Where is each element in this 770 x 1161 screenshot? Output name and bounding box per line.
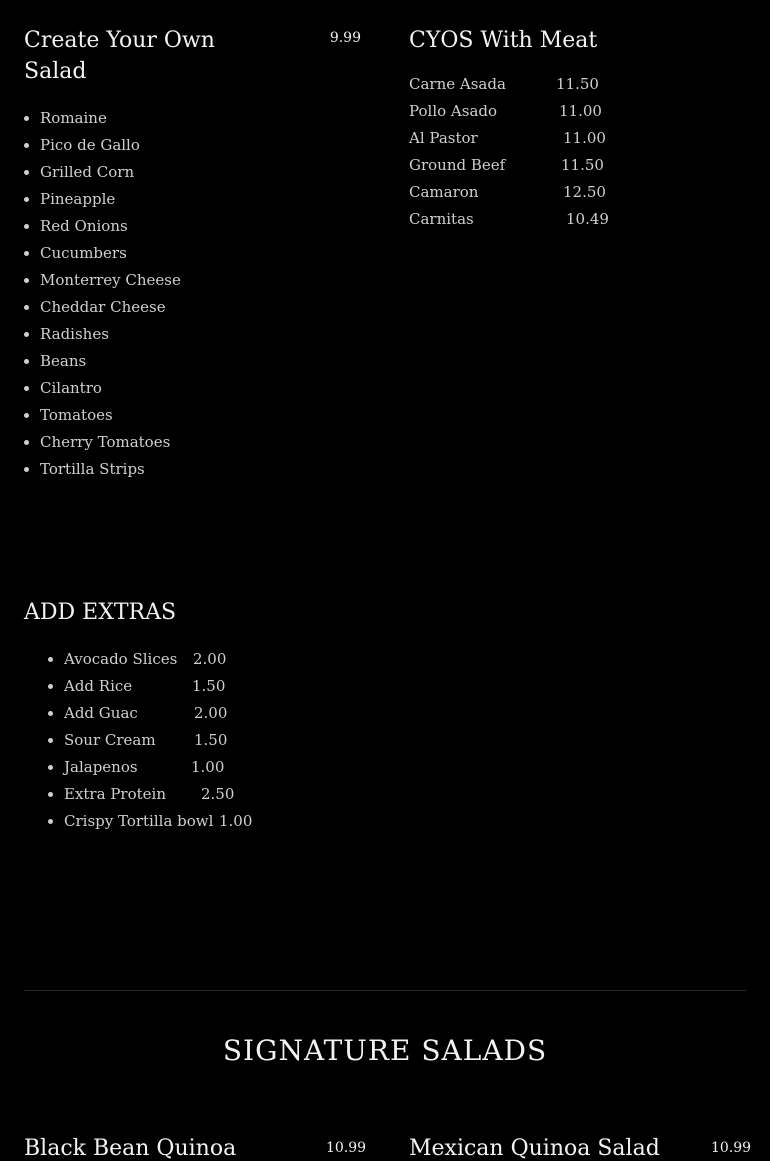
list-item <box>0 159 364 186</box>
list-item <box>409 179 749 206</box>
list-item <box>409 206 749 233</box>
list-item <box>409 71 749 98</box>
list-item <box>0 808 360 835</box>
bullet-icon <box>24 143 29 148</box>
extra-name: Add Guac <box>64 704 138 722</box>
bullet-icon <box>48 819 53 824</box>
signature-title: SIGNATURE SALADS <box>222 1034 548 1067</box>
topping-label: Cheddar Cheese <box>40 298 166 316</box>
extra-price: 1.50 <box>194 731 228 749</box>
topping-label: Radishes <box>40 325 109 343</box>
list-item <box>0 754 360 781</box>
cyos-meat-list <box>409 71 749 233</box>
bullet-icon <box>24 197 29 202</box>
extra-name: Jalapenos <box>64 758 138 776</box>
bullet-icon <box>48 765 53 770</box>
topping-label: Romaine <box>40 109 107 127</box>
list-item <box>0 132 364 159</box>
extra-price: 2.50 <box>201 785 235 803</box>
list-item <box>0 456 364 483</box>
topping-label: Grilled Corn <box>40 163 135 181</box>
bullet-icon <box>24 332 29 337</box>
meat-name: Camaron <box>409 183 479 201</box>
list-item <box>409 125 749 152</box>
bullet-icon <box>48 738 53 743</box>
bullet-icon <box>24 413 29 418</box>
meat-price: 12.50 <box>563 183 606 201</box>
topping-label: Monterrey Cheese <box>40 271 181 289</box>
signature-item-name: Black Bean Quinoa <box>24 1136 237 1161</box>
section-divider <box>24 990 746 991</box>
bullet-icon <box>24 278 29 283</box>
bullet-icon <box>48 684 53 689</box>
bullet-icon <box>24 440 29 445</box>
bullet-icon <box>48 711 53 716</box>
topping-label: Cucumbers <box>40 244 127 262</box>
bullet-icon <box>24 359 29 364</box>
signature-item-name: Mexican Quinoa Salad <box>409 1136 660 1161</box>
topping-label: Pineapple <box>40 190 116 208</box>
topping-label: Cilantro <box>40 379 102 397</box>
topping-label: Cherry Tomatoes <box>40 433 171 451</box>
list-item <box>0 700 360 727</box>
meat-name: Pollo Asado <box>409 102 498 120</box>
list-item <box>0 267 364 294</box>
bullet-icon <box>24 170 29 175</box>
list-item <box>0 375 364 402</box>
list-item <box>0 348 364 375</box>
list-item <box>0 321 364 348</box>
extra-name: Add Rice <box>64 677 133 695</box>
extra-price: 1.00 <box>219 812 253 830</box>
topping-label: Red Onions <box>40 217 128 235</box>
extra-name: Crispy Tortilla bowl <box>64 812 214 830</box>
meat-name: Carnitas <box>409 210 474 228</box>
bullet-icon <box>24 116 29 121</box>
topping-label: Pico de Gallo <box>40 136 140 154</box>
extra-price: 2.00 <box>193 650 227 668</box>
list-item <box>409 152 749 179</box>
signature-item-price: 10.99 <box>326 1140 367 1156</box>
list-item <box>0 727 360 754</box>
list-item <box>0 781 360 808</box>
meat-price: 11.50 <box>561 156 604 174</box>
list-item <box>0 673 360 700</box>
cyos-meat-title: CYOS With Meat <box>409 28 598 53</box>
meat-name: Al Pastor <box>409 129 478 147</box>
extra-name: Extra Protein <box>64 785 166 803</box>
extras-section <box>24 597 364 628</box>
extras-title: ADD EXTRAS <box>24 600 177 625</box>
list-item <box>0 402 364 429</box>
bullet-icon <box>48 792 53 797</box>
list-item <box>0 429 364 456</box>
bullet-icon <box>24 386 29 391</box>
bullet-icon <box>24 224 29 229</box>
list-item <box>0 105 364 132</box>
meat-price: 11.00 <box>559 102 602 120</box>
bullet-icon <box>24 251 29 256</box>
meat-name: Carne Asada <box>409 75 506 93</box>
meat-price: 11.50 <box>556 75 599 93</box>
meat-name: Ground Beef <box>409 156 506 174</box>
extra-price: 2.00 <box>194 704 228 722</box>
list-item <box>0 240 364 267</box>
topping-label: Tomatoes <box>40 406 113 424</box>
topping-label: Beans <box>40 352 87 370</box>
list-item <box>0 294 364 321</box>
meat-price: 11.00 <box>563 129 606 147</box>
extra-name: Sour Cream <box>64 731 156 749</box>
cyos-meat-section <box>409 25 749 233</box>
list-item <box>0 186 364 213</box>
list-item <box>0 213 364 240</box>
cyos-section <box>24 25 364 87</box>
list-item <box>0 646 360 673</box>
cyos-toppings-list <box>24 105 364 483</box>
cyos-title: Create Your Own Salad <box>24 28 215 84</box>
bullet-icon <box>48 657 53 662</box>
list-item <box>409 98 749 125</box>
signature-item-price: 10.99 <box>711 1140 752 1156</box>
extra-name: Avocado Slices <box>64 650 178 668</box>
meat-price: 10.49 <box>566 210 609 228</box>
extra-price: 1.50 <box>192 677 226 695</box>
bullet-icon <box>24 305 29 310</box>
extras-list <box>0 646 360 835</box>
bullet-icon <box>24 467 29 472</box>
cyos-price: 9.99 <box>329 30 361 46</box>
extra-price: 1.00 <box>191 758 225 776</box>
topping-label: Tortilla Strips <box>40 460 145 478</box>
